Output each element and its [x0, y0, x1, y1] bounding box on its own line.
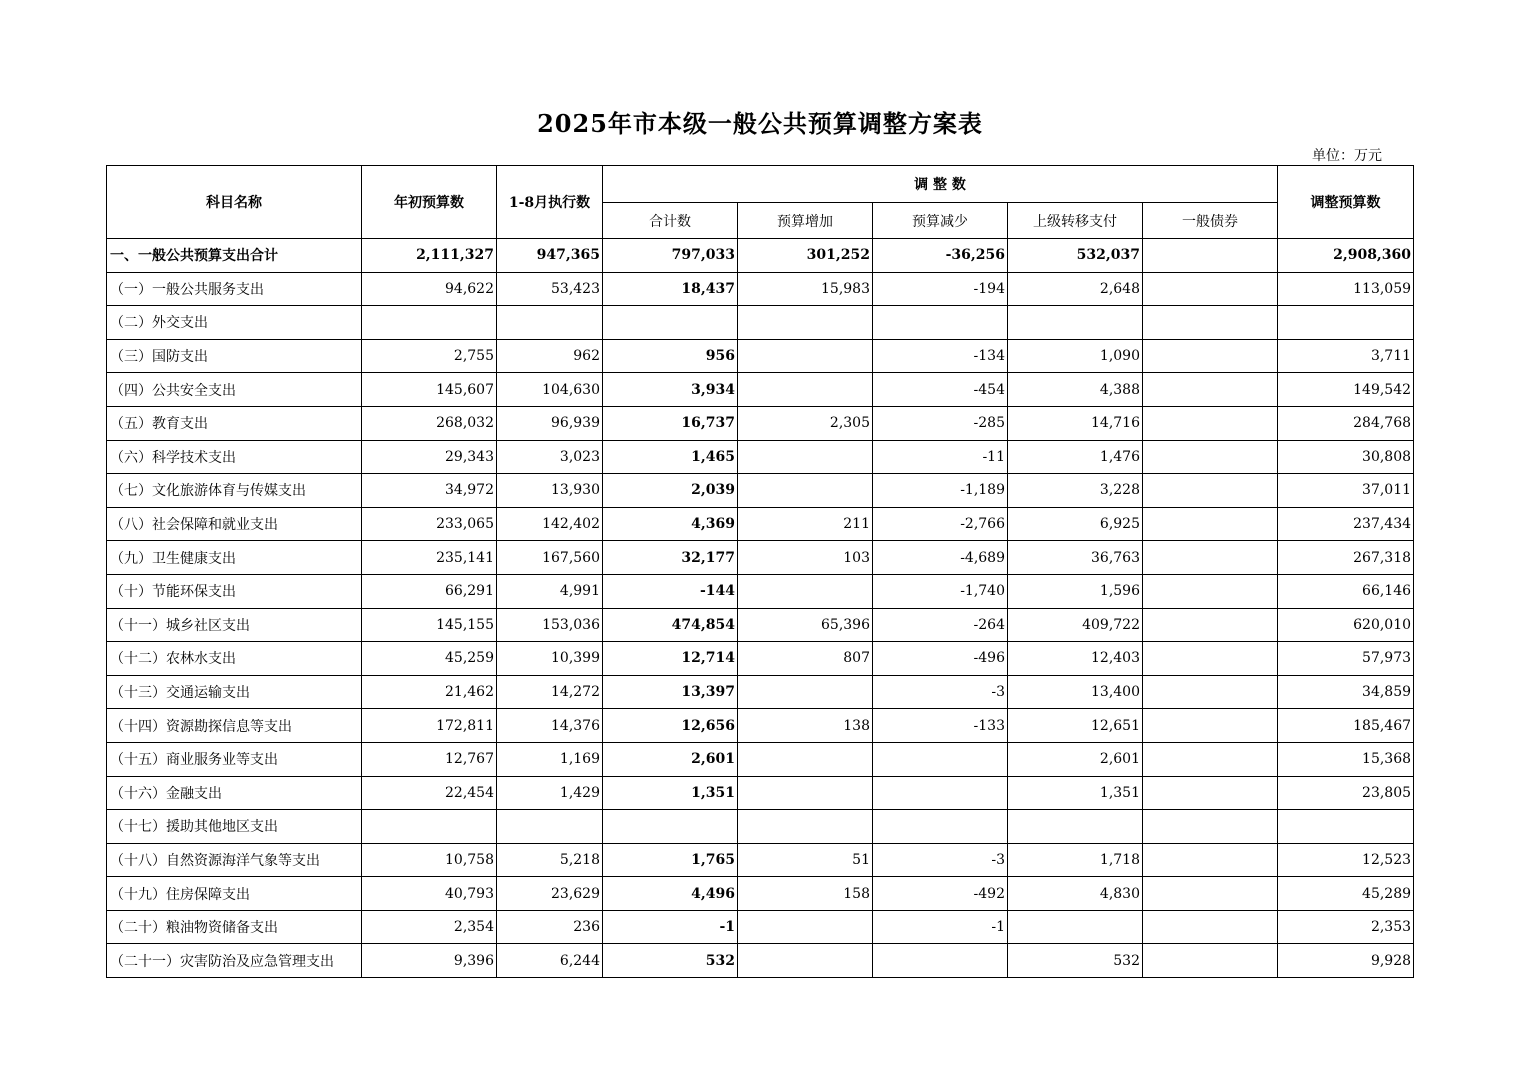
cell-initial: 66,291: [362, 574, 497, 608]
table-row: [107, 574, 1414, 608]
cell-bond: [1143, 843, 1278, 877]
cell-transfer: 3,228: [1008, 474, 1143, 508]
cell-executed: 13,930: [497, 474, 603, 508]
table-row: [107, 373, 1414, 407]
cell-decrease: [873, 810, 1008, 844]
cell-transfer: 1,351: [1008, 776, 1143, 810]
cell-bond: [1143, 608, 1278, 642]
cell-decrease: -264: [873, 608, 1008, 642]
cell-decrease: -4,689: [873, 541, 1008, 575]
header-adjust-group: 调 整 数: [603, 166, 1278, 203]
cell-executed: 14,376: [497, 709, 603, 743]
cell-bond: [1143, 709, 1278, 743]
cell-bond: [1143, 810, 1278, 844]
cell-transfer: 532,037: [1008, 239, 1143, 273]
cell-total: [603, 810, 738, 844]
cell-executed: 96,939: [497, 406, 603, 440]
cell-adjusted: 620,010: [1278, 608, 1414, 642]
cell-adjusted: 15,368: [1278, 742, 1414, 776]
cell-decrease: -194: [873, 272, 1008, 306]
cell-transfer: 12,403: [1008, 642, 1143, 676]
cell-increase: [738, 574, 873, 608]
cell-decrease: -134: [873, 339, 1008, 373]
cell-name: （二十）粮油物资储备支出: [107, 910, 362, 944]
cell-transfer: 1,596: [1008, 574, 1143, 608]
cell-initial: 45,259: [362, 642, 497, 676]
cell-increase: 158: [738, 877, 873, 911]
cell-executed: 14,272: [497, 675, 603, 709]
cell-adjusted: 30,808: [1278, 440, 1414, 474]
cell-name: （七）文化旅游体育与传媒支出: [107, 474, 362, 508]
cell-executed: 53,423: [497, 272, 603, 306]
cell-transfer: 14,716: [1008, 406, 1143, 440]
cell-increase: [738, 910, 873, 944]
table-row: [107, 507, 1414, 541]
cell-initial: 34,972: [362, 474, 497, 508]
cell-adjusted: [1278, 306, 1414, 340]
cell-increase: [738, 339, 873, 373]
cell-increase: 103: [738, 541, 873, 575]
cell-increase: [738, 306, 873, 340]
header-initial: 年初预算数: [362, 166, 497, 239]
cell-bond: [1143, 406, 1278, 440]
cell-transfer: [1008, 810, 1143, 844]
unit-label: 单位：万元: [1312, 148, 1382, 164]
cell-increase: [738, 810, 873, 844]
cell-executed: 947,365: [497, 239, 603, 273]
cell-adjusted: 37,011: [1278, 474, 1414, 508]
table-row: [107, 675, 1414, 709]
table-row: [107, 810, 1414, 844]
cell-name: （十二）农林水支出: [107, 642, 362, 676]
cell-initial: 29,343: [362, 440, 497, 474]
cell-adjusted: 12,523: [1278, 843, 1414, 877]
cell-total: 532: [603, 944, 738, 978]
cell-increase: [738, 373, 873, 407]
cell-initial: 2,755: [362, 339, 497, 373]
cell-decrease: -492: [873, 877, 1008, 911]
cell-decrease: -2,766: [873, 507, 1008, 541]
cell-decrease: -11: [873, 440, 1008, 474]
cell-name: （十）节能环保支出: [107, 574, 362, 608]
cell-increase: [738, 944, 873, 978]
cell-total: 2,039: [603, 474, 738, 508]
table-row: [107, 440, 1414, 474]
cell-total: 4,369: [603, 507, 738, 541]
cell-increase: 807: [738, 642, 873, 676]
cell-name: （十四）资源勘探信息等支出: [107, 709, 362, 743]
table-row: [107, 877, 1414, 911]
cell-total: 797,033: [603, 239, 738, 273]
table-row: [107, 742, 1414, 776]
cell-executed: 3,023: [497, 440, 603, 474]
cell-increase: 65,396: [738, 608, 873, 642]
cell-total: -1: [603, 910, 738, 944]
header-decrease: 预算减少: [873, 203, 1008, 239]
cell-total: 4,496: [603, 877, 738, 911]
cell-total: 3,934: [603, 373, 738, 407]
cell-bond: [1143, 742, 1278, 776]
cell-name: （二）外交支出: [107, 306, 362, 340]
cell-name: （九）卫生健康支出: [107, 541, 362, 575]
table-row: [107, 608, 1414, 642]
table-row: [107, 406, 1414, 440]
cell-name: （一）一般公共服务支出: [107, 272, 362, 306]
cell-initial: 12,767: [362, 742, 497, 776]
table-row: [107, 306, 1414, 340]
cell-adjusted: [1278, 810, 1414, 844]
cell-bond: [1143, 944, 1278, 978]
cell-adjusted: 149,542: [1278, 373, 1414, 407]
table-row: [107, 910, 1414, 944]
cell-bond: [1143, 373, 1278, 407]
cell-initial: 172,811: [362, 709, 497, 743]
cell-name: （四）公共安全支出: [107, 373, 362, 407]
cell-transfer: [1008, 306, 1143, 340]
cell-initial: 145,607: [362, 373, 497, 407]
cell-decrease: -285: [873, 406, 1008, 440]
table-row: [107, 944, 1414, 978]
cell-executed: 5,218: [497, 843, 603, 877]
cell-increase: 211: [738, 507, 873, 541]
cell-total: -144: [603, 574, 738, 608]
cell-decrease: [873, 306, 1008, 340]
cell-initial: 94,622: [362, 272, 497, 306]
page-title: 2025年市本级一般公共预算调整方案表: [537, 109, 983, 138]
cell-decrease: -1,189: [873, 474, 1008, 508]
cell-transfer: [1008, 910, 1143, 944]
cell-executed: 10,399: [497, 642, 603, 676]
header-executed: 1-8月执行数: [497, 166, 603, 239]
cell-initial: 2,354: [362, 910, 497, 944]
cell-increase: [738, 742, 873, 776]
cell-bond: [1143, 910, 1278, 944]
cell-decrease: -133: [873, 709, 1008, 743]
cell-initial: 233,065: [362, 507, 497, 541]
cell-total: 2,601: [603, 742, 738, 776]
cell-bond: [1143, 306, 1278, 340]
cell-total: 16,737: [603, 406, 738, 440]
cell-executed: 104,630: [497, 373, 603, 407]
header-increase: 预算增加: [738, 203, 873, 239]
cell-increase: [738, 440, 873, 474]
cell-bond: [1143, 776, 1278, 810]
table-row-total: [107, 239, 1414, 273]
cell-name: （十九）住房保障支出: [107, 877, 362, 911]
table-row: [107, 272, 1414, 306]
budget-table: [106, 165, 1414, 978]
cell-adjusted: 66,146: [1278, 574, 1414, 608]
cell-total: 12,714: [603, 642, 738, 676]
cell-name: （六）科学技术支出: [107, 440, 362, 474]
cell-decrease: -454: [873, 373, 1008, 407]
cell-executed: 962: [497, 339, 603, 373]
cell-bond: [1143, 574, 1278, 608]
cell-adjusted: 9,928: [1278, 944, 1414, 978]
cell-transfer: 1,090: [1008, 339, 1143, 373]
cell-adjusted: 237,434: [1278, 507, 1414, 541]
cell-increase: [738, 675, 873, 709]
cell-adjusted: 267,318: [1278, 541, 1414, 575]
cell-increase: 138: [738, 709, 873, 743]
cell-initial: 40,793: [362, 877, 497, 911]
cell-executed: 142,402: [497, 507, 603, 541]
cell-adjusted: 2,908,360: [1278, 239, 1414, 273]
cell-executed: 6,244: [497, 944, 603, 978]
cell-name: （十七）援助其他地区支出: [107, 810, 362, 844]
cell-increase: [738, 776, 873, 810]
cell-total: 13,397: [603, 675, 738, 709]
cell-decrease: -1: [873, 910, 1008, 944]
cell-decrease: [873, 776, 1008, 810]
cell-name: （八）社会保障和就业支出: [107, 507, 362, 541]
cell-name: （十五）商业服务业等支出: [107, 742, 362, 776]
cell-initial: 21,462: [362, 675, 497, 709]
cell-bond: [1143, 541, 1278, 575]
cell-bond: [1143, 507, 1278, 541]
cell-executed: [497, 810, 603, 844]
table-row: [107, 709, 1414, 743]
cell-initial: 235,141: [362, 541, 497, 575]
header-transfer: 上级转移支付: [1008, 203, 1143, 239]
cell-total: 1,765: [603, 843, 738, 877]
cell-adjusted: 185,467: [1278, 709, 1414, 743]
cell-initial: 9,396: [362, 944, 497, 978]
cell-executed: 4,991: [497, 574, 603, 608]
cell-increase: 2,305: [738, 406, 873, 440]
cell-executed: 1,169: [497, 742, 603, 776]
cell-bond: [1143, 239, 1278, 273]
cell-adjusted: 113,059: [1278, 272, 1414, 306]
cell-adjusted: 57,973: [1278, 642, 1414, 676]
cell-transfer: 532: [1008, 944, 1143, 978]
cell-transfer: 6,925: [1008, 507, 1143, 541]
cell-transfer: 4,388: [1008, 373, 1143, 407]
cell-total: 12,656: [603, 709, 738, 743]
cell-total: 18,437: [603, 272, 738, 306]
table-row: [107, 474, 1414, 508]
cell-initial: 10,758: [362, 843, 497, 877]
cell-bond: [1143, 272, 1278, 306]
cell-total: 956: [603, 339, 738, 373]
cell-increase: [738, 474, 873, 508]
cell-adjusted: 2,353: [1278, 910, 1414, 944]
cell-total: 474,854: [603, 608, 738, 642]
table-row: [107, 843, 1414, 877]
table-row: [107, 642, 1414, 676]
cell-adjusted: 34,859: [1278, 675, 1414, 709]
cell-bond: [1143, 440, 1278, 474]
cell-initial: 145,155: [362, 608, 497, 642]
cell-bond: [1143, 474, 1278, 508]
cell-decrease: -3: [873, 675, 1008, 709]
table-body: [107, 239, 1414, 978]
cell-initial: 22,454: [362, 776, 497, 810]
cell-name: （十六）金融支出: [107, 776, 362, 810]
cell-name: （二十一）灾害防治及应急管理支出: [107, 944, 362, 978]
cell-name: （十三）交通运输支出: [107, 675, 362, 709]
cell-executed: 153,036: [497, 608, 603, 642]
cell-transfer: 1,476: [1008, 440, 1143, 474]
cell-total: [603, 306, 738, 340]
table-row: [107, 541, 1414, 575]
cell-decrease: [873, 742, 1008, 776]
cell-decrease: -496: [873, 642, 1008, 676]
cell-increase: 301,252: [738, 239, 873, 273]
cell-name: （五）教育支出: [107, 406, 362, 440]
cell-adjusted: 23,805: [1278, 776, 1414, 810]
cell-total: 1,465: [603, 440, 738, 474]
cell-transfer: 409,722: [1008, 608, 1143, 642]
cell-decrease: [873, 944, 1008, 978]
cell-executed: 23,629: [497, 877, 603, 911]
cell-bond: [1143, 675, 1278, 709]
cell-name: （三）国防支出: [107, 339, 362, 373]
cell-adjusted: 45,289: [1278, 877, 1414, 911]
cell-decrease: -3: [873, 843, 1008, 877]
cell-executed: 1,429: [497, 776, 603, 810]
table-row: [107, 776, 1414, 810]
cell-executed: 167,560: [497, 541, 603, 575]
cell-decrease: -36,256: [873, 239, 1008, 273]
cell-decrease: -1,740: [873, 574, 1008, 608]
cell-increase: 51: [738, 843, 873, 877]
cell-initial: 268,032: [362, 406, 497, 440]
cell-transfer: 2,648: [1008, 272, 1143, 306]
cell-executed: [497, 306, 603, 340]
cell-initial: [362, 306, 497, 340]
cell-adjusted: 3,711: [1278, 339, 1414, 373]
cell-bond: [1143, 339, 1278, 373]
cell-transfer: 4,830: [1008, 877, 1143, 911]
header-total: 合计数: [603, 203, 738, 239]
cell-transfer: 2,601: [1008, 742, 1143, 776]
cell-bond: [1143, 877, 1278, 911]
cell-transfer: 1,718: [1008, 843, 1143, 877]
cell-transfer: 13,400: [1008, 675, 1143, 709]
cell-total: 32,177: [603, 541, 738, 575]
cell-adjusted: 284,768: [1278, 406, 1414, 440]
cell-name: （十八）自然资源海洋气象等支出: [107, 843, 362, 877]
header-bond: 一般债券: [1143, 203, 1278, 239]
cell-name: （十一）城乡社区支出: [107, 608, 362, 642]
cell-total: 1,351: [603, 776, 738, 810]
cell-name: 一、一般公共预算支出合计: [107, 239, 362, 273]
cell-transfer: 12,651: [1008, 709, 1143, 743]
cell-bond: [1143, 642, 1278, 676]
cell-initial: 2,111,327: [362, 239, 497, 273]
cell-initial: [362, 810, 497, 844]
cell-transfer: 36,763: [1008, 541, 1143, 575]
cell-increase: 15,983: [738, 272, 873, 306]
header-adjusted: 调整预算数: [1278, 166, 1414, 239]
header-name: 科目名称: [107, 166, 362, 239]
table-row: [107, 339, 1414, 373]
cell-executed: 236: [497, 910, 603, 944]
